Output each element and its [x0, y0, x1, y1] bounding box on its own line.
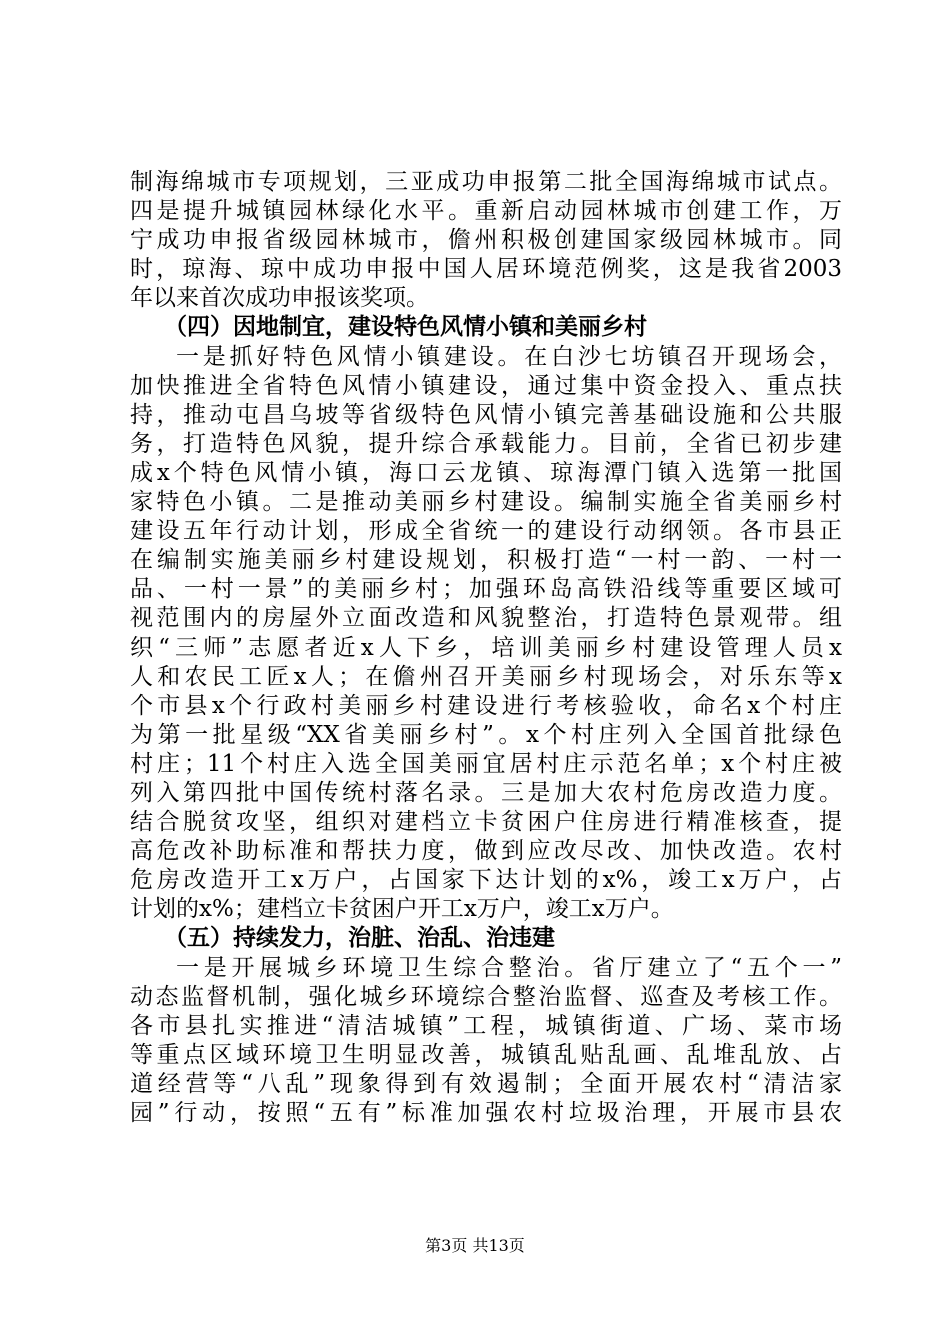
body-text-line: 成x个特色风情小镇，海口云龙镇、琼海潭门镇入选第一批国: [130, 459, 842, 486]
body-text-line: 各市县扎实推进“清洁城镇”工程，城镇街道、广场、菜市场: [130, 1012, 842, 1039]
body-text-line: 视范围内的房屋外立面改造和风貌整治，打造特色景观带。组: [130, 605, 842, 632]
body-text-line: 务，打造特色风貌，提升综合承载能力。目前，全省已初步建: [130, 430, 842, 457]
paragraph-start-line: 一是抓好特色风情小镇建设。在白沙七坊镇召开现场会，: [176, 343, 842, 370]
body-text-line: 品、一村一景”的美丽乡村；加强环岛高铁沿线等重要区域可: [130, 576, 842, 603]
body-text-line: 建设五年行动计划，形成全省统一的建设行动纲领。各市县正: [130, 518, 842, 545]
body-text-line: 织“三师”志愿者近x人下乡，培训美丽乡村建设管理人员x: [130, 634, 842, 661]
body-text-line: 结合脱贫攻坚，组织对建档立卡贫困户住房进行精准核查，提: [130, 809, 842, 836]
page-footer: 第3页 共13页: [425, 1236, 525, 1255]
body-text-line: 列入第四批中国传统村落名录。三是加大农村危房改造力度。: [130, 779, 842, 806]
section-heading: （四）因地制宜，建设特色风情小镇和美丽乡村: [164, 314, 647, 341]
body-text-line: 人和农民工匠x人；在儋州召开美丽乡村现场会，对乐东等x: [130, 663, 842, 690]
body-text-line: 个市县x个行政村美丽乡村建设进行考核验收，命名x个村庄: [130, 692, 842, 719]
body-text-line: 加快推进全省特色风情小镇建设，通过集中资金投入、重点扶: [130, 372, 842, 399]
body-text-line: 家特色小镇。二是推动美丽乡村建设。编制实施全省美丽乡村: [130, 489, 842, 516]
body-text-line: 持，推动屯昌乌坡等省级特色风情小镇完善基础设施和公共服: [130, 401, 842, 428]
body-text-line: 四是提升城镇园林绿化水平。重新启动园林城市创建工作，万: [130, 198, 842, 225]
body-text-line: 宁成功申报省级园林城市，儋州积极创建国家级园林城市。同: [130, 227, 842, 254]
body-text-line: 等重点区域环境卫生明显改善，城镇乱贴乱画、乱堆乱放、占: [130, 1041, 842, 1068]
paragraph-end-line: 年以来首次成功申报该奖项。: [130, 285, 429, 312]
body-text-line: 村庄；11个村庄入选全国美丽宜居村庄示范名单；x个村庄被: [130, 750, 842, 777]
body-text-line: 在编制实施美丽乡村建设规划，积极打造“一村一韵、一村一: [130, 547, 842, 574]
document-body: [130, 168, 842, 1128]
body-text-line: 危房改造开工x万户，占国家下达计划的x%，竣工x万户，占: [130, 867, 842, 894]
body-text-line: 制海绵城市专项规划，三亚成功申报第二批全国海绵城市试点。: [130, 169, 842, 195]
body-text-line: 时，琼海、琼中成功申报中国人居环境范例奖，这是我省2003: [130, 256, 842, 283]
section-heading: （五）持续发力，治脏、治乱、治违建: [164, 925, 555, 952]
paragraph-start-line: 一是开展城乡环境卫生综合整治。省厅建立了“五个一”: [176, 954, 842, 981]
body-text-line: 园”行动，按照“五有”标准加强农村垃圾治理，开展市县农: [130, 1100, 842, 1126]
body-text-line: 动态监督机制，强化城乡环境综合整治监督、巡查及考核工作。: [130, 983, 842, 1010]
body-text-line: 高危改补助标准和帮扶力度，做到应改尽改、加快改造。农村: [130, 838, 842, 865]
body-text-line: 为第一批星级“XX省美丽乡村”。x个村庄列入全国首批绿色: [130, 721, 842, 748]
paragraph-end-line: 计划的x%；建档立卡贫困户开工x万户，竣工x万户。: [130, 896, 674, 923]
body-text-line: 道经营等“八乱”现象得到有效遏制；全面开展农村“清洁家: [130, 1070, 842, 1097]
